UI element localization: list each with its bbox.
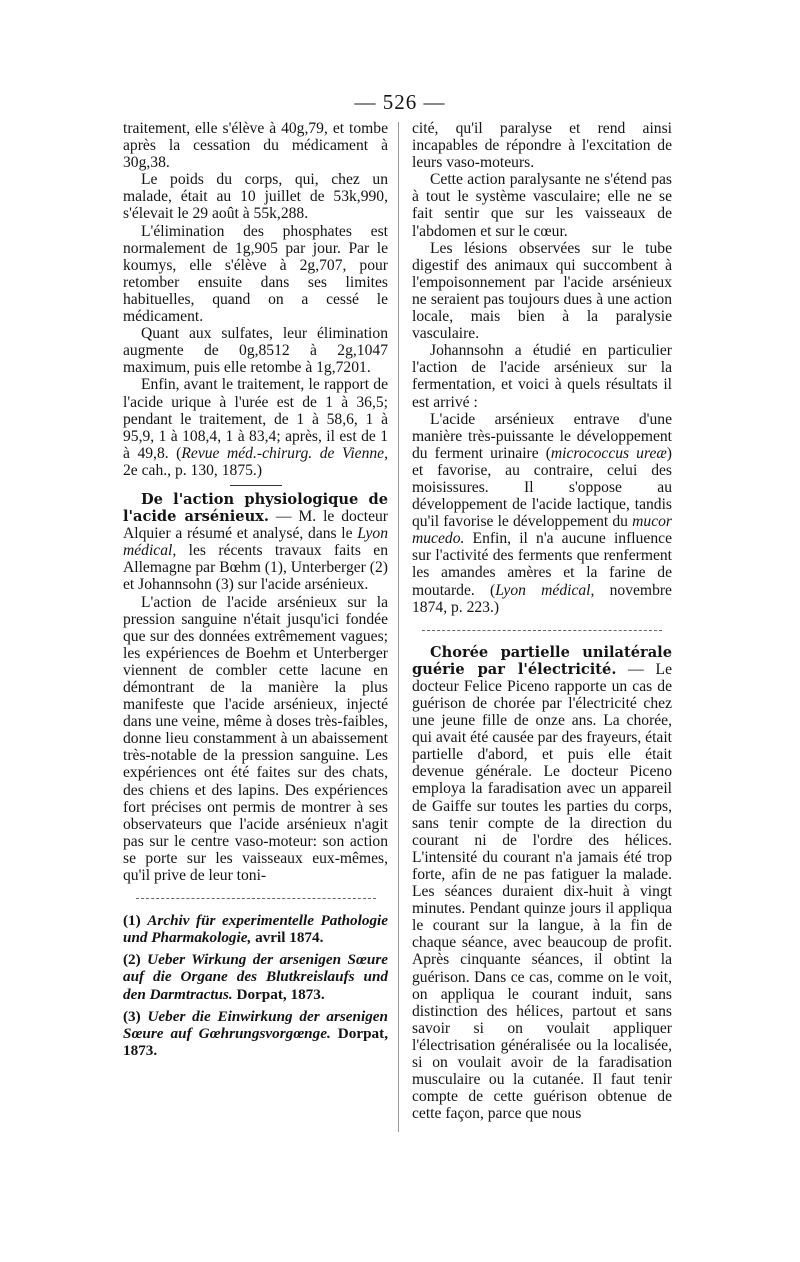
left-section-arsenic-intro	[123, 491, 388, 594]
footnote-2	[123, 951, 388, 1002]
right-paragraph-5-mucor: mucor mucedo.	[412, 513, 672, 548]
left-paragraph-5-text: Enfin, avant le traitement, le rapport de l'acide urique à l'urée est de 1 à 36,5; pendant le traitement, de 1 à 58,6, 1 à 95,9, 1 à 108,4, 1 à 83,4; après, il est de 1 à 49,8. (	[123, 376, 388, 462]
footnote-2-number: (2)	[123, 951, 148, 969]
column-divider	[398, 122, 399, 1132]
page-number: — 526 —	[354, 90, 446, 114]
left-paragraph-3: L'élimination des phosphates est normalement de 1g,905 par jour. Par le koumys, elle s'élève à 2g,707, pour retomber ensuite dans ses limites habituelles, quand on a cessé le médicament.	[123, 222, 388, 326]
left-paragraph-5	[123, 376, 388, 479]
right-paragraph-5-text-b: ) et favorise, au contraire, celui des moisissures. Il s'oppose au développement de l'acide lactique, tandis qu'il favorise le développement du	[412, 444, 672, 531]
right-column	[412, 120, 672, 1122]
footnote-1	[123, 912, 388, 946]
left-column	[123, 120, 388, 1064]
footnote-1-number: (1)	[123, 912, 148, 930]
right-paragraph-5-text-a: L'acide arsénieux entrave d'une manière très-puissante le développement du ferment urinaire (	[412, 410, 672, 462]
left-paragraph-4: Quant aux sulfates, leur élimination augmente de 0g,8512 à 2g,1047 maximum, puis elle retombe à 1g,7201.	[123, 325, 388, 377]
footnote-2-rest: Dorpat, 1873.	[232, 985, 325, 1003]
right-paragraph-1: cité, qu'il paralyse et rend ainsi incapables de répondre à l'excitation de leurs vaso-moteurs.	[412, 120, 672, 172]
left-paragraph-7: L'action de l'acide arsénieux sur la pression sanguine n'était jusqu'ici fondée que sur des données extrêmement vagues; les expériences de Boehm et Unterberger viennent de combler cette lacune en démontrant de la manière la plus manifeste que l'acide arsénieux, injecté dans une veine, même à doses très-faibles, donne lieu constamment à un abaissement très-notable de la pression sanguine. Les expériences ont été faites sur des chats, des chiens et des lapins. Des expériences fort précises ont permis de montrer à ses observateurs que l'acide arsénieux n'agit pas sur le centre vaso-moteur: son action se porte sur les vaisseaux eux-mêmes, qu'il prive de leur toni-	[123, 593, 389, 885]
chorea-text: — Le docteur Felice Piceno rapporte un cas de guérison de chorée par l'électricité chez une jeune fille de onze ans. La chorée, qui avait été causée par des frayeurs, était partielle d'abord, et puis elle était devenue générale. Le docteur Piceno employa la faradisation avec un appareil de Gaiffe sur toutes les parties du corps, sans tenir compte de la direction du courant ni de l'ordre des hélices. L'intensité du courant n'a jamais été trop forte, afin de ne pas fatiguer la malade. Les séances duraient dix-huit à vingt minutes. Pendant quinze jours il appliqua le courant sur la langue, à la fin de chaque séance, avec beaucoup de profit. Après cinquante séances, il obtint la guérison. Dans ce cas, comme on le voit, on appliqua le courant induit, sans distinction des hélices, partout et sans savoir si on voulait appliquer l'électrisation généralisée ou la localisée, si on voulait avoir de la faradisation musculaire ou la cutanée. Il faut tenir compte de cette guérison obtenue de cette façon, parce que nous	[412, 660, 672, 1123]
arsenic-intro-text-b: les récents travaux faits en Allemagne par Bœhm (1), Unterberger (2) et Johannsohn (3) sur l'acide arsénieux.	[123, 542, 388, 594]
section-separator	[230, 485, 282, 486]
right-paragraph-4: Johannsohn a étudié en particulier l'action de l'acide arsénieux sur la fermentation, et voici à quels résultats il est arrivé :	[412, 342, 672, 411]
footnote-3-title: Ueber die Einwirkung der arsenigen Sœure auf Gœhrungsvorgœnge.	[123, 1007, 388, 1042]
right-paragraph-5	[412, 411, 672, 616]
right-paragraph-5-micrococcus: micrococcus ureæ	[550, 444, 667, 462]
section-separator-right	[422, 630, 662, 631]
footnote-3-rest: Dorpat, 1873.	[123, 1024, 388, 1059]
right-paragraph-5-journal: Lyon médical,	[495, 581, 595, 599]
right-paragraph-5-text-c: Enfin, il n'a aucune influence sur l'activité des ferments que renferment les amandes amères et la farine de moutarde. (	[412, 530, 672, 599]
left-paragraph-5-end: 2e cah., p. 130, 1875.)	[123, 461, 263, 479]
left-paragraph-2: Le poids du corps, qui, chez un malade, était au 10 juillet de 53k,990, s'élevait le 29 août à 55k,288.	[123, 171, 388, 223]
left-paragraph-1: traitement, elle s'élève à 40g,79, et tombe après la cessation du médicament à 30g,38.	[123, 120, 388, 172]
section-heading-chorea: Chorée partielle unilatérale guérie par l'électricité.	[412, 643, 672, 678]
footnote-2-title: Ueber Wirkung der arsenigen Sœure auf die Organe des Blutkreislaufs und den Darmtractus.	[123, 951, 388, 1003]
arsenic-intro-text-a: — M. le docteur Alquier a résumé et analysé, dans le	[123, 508, 388, 543]
right-paragraph-3: Les lésions observées sur le tube digestif des animaux qui succombent à l'empoisonnement par l'acide arsénieux ne seraient pas toujours dues à une action locale, mais bien à la paralysie vasculaire.	[412, 239, 672, 343]
section-heading-arsenic: De l'action physiologique de l'acide arsénieux.	[123, 490, 388, 526]
footnote-1-title: Archiv für experimentelle Pathologie und Pharmakologie,	[123, 912, 388, 947]
footnote-3-number: (3)	[123, 1007, 148, 1025]
footnote-separator	[136, 898, 376, 899]
right-paragraph-5-text-d: novembre 1874, p. 223.)	[412, 581, 672, 616]
arsenic-intro-journal: Lyon médical,	[123, 525, 388, 560]
left-paragraph-5-source: Revue méd.-chirurg. de Vienne,	[181, 444, 388, 462]
footnote-3	[123, 1008, 388, 1059]
right-section-chorea	[412, 644, 672, 1123]
footnote-1-rest: avril 1874.	[251, 929, 324, 947]
right-paragraph-2: Cette action paralysante ne s'étend pas à tout le système vasculaire; elle ne se fait sentir que sur les vaisseaux de l'abdomen et sur le cœur.	[412, 171, 672, 240]
